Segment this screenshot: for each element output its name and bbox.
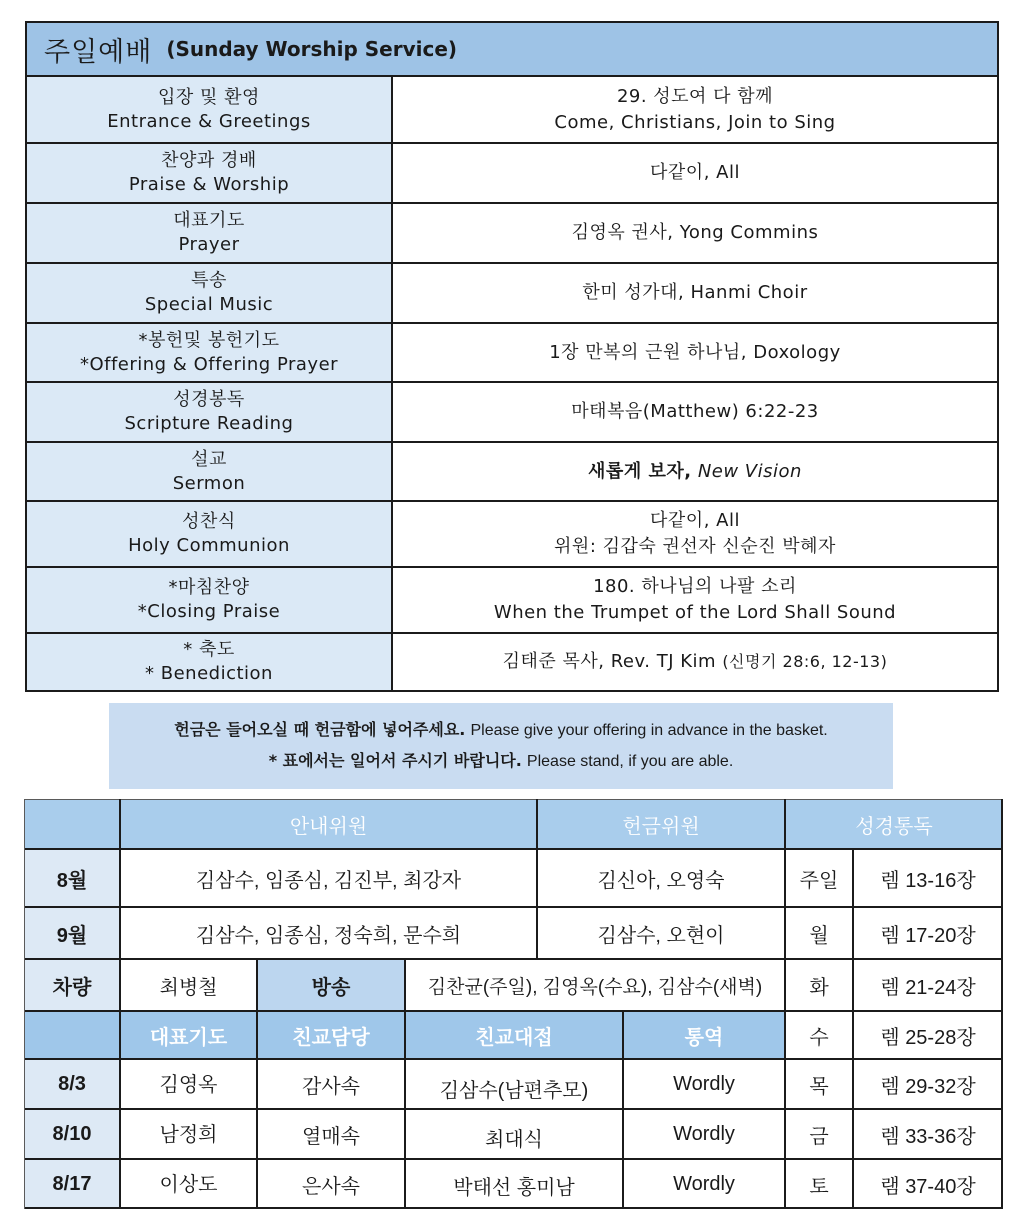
reading-chapters: 렘 25-28장: [880, 1026, 976, 1049]
schedule-interpret: Wordly: [673, 1122, 735, 1145]
schedule-date: 8/3: [24, 1059, 120, 1109]
grid-line: [404, 959, 406, 1209]
grid-line: [24, 1108, 1003, 1110]
grid-line: [24, 958, 1003, 960]
grid-line: [24, 1010, 1003, 1012]
grid-line: [24, 1158, 1003, 1160]
broadcast-label: 방송: [257, 959, 405, 1011]
row-label-sep: 9월: [24, 907, 120, 959]
item-ko: 특송: [191, 270, 227, 291]
worship-item-detail: [393, 568, 997, 632]
subheader-blank: [24, 1011, 120, 1059]
row-label-vehicle: 차량: [24, 959, 120, 1011]
worship-item-detail: [393, 634, 997, 690]
worship-title-ko: 주일예배: [44, 36, 153, 68]
item-ko: 찬양과 경배: [161, 150, 257, 171]
benediction-detail: [503, 649, 888, 675]
benediction-pastor: 김태준 목사, Rev. TJ Kim: [502, 651, 717, 672]
item-ko: 대표기도: [173, 210, 245, 231]
worship-item-detail: [393, 324, 997, 381]
grid-line: [24, 848, 1003, 850]
worship-item-label: [27, 204, 393, 262]
subheader-prayer: 대표기도: [120, 1011, 257, 1059]
notice-offering-ko: 헌금은 들어오실 때 헌금함에 넣어주세요.: [174, 720, 466, 739]
sep-ushers: 김삼수, 임종심, 정숙희, 문수희: [195, 924, 462, 947]
header-bible-reading: 성경통독: [785, 799, 1003, 849]
item-en: Sermon: [172, 472, 246, 494]
worship-row-prayer: [27, 204, 997, 264]
notice-stand-ko: * 표에서는 일어서 주시기 바랍니다.: [268, 751, 522, 770]
notice-stand-en: Please stand, if you are able.: [526, 753, 734, 770]
worship-row-entrance: [27, 77, 997, 144]
row-label-aug: 8월: [24, 849, 120, 907]
item-en: *Offering & Offering Prayer: [79, 353, 339, 375]
grid-line: [852, 849, 854, 1209]
item-ko: 입장 및 환영: [158, 86, 260, 108]
item-ko: *봉헌및 봉헌기도: [138, 329, 280, 351]
sermon-title-en: New Vision: [697, 460, 802, 482]
grid-line: [24, 799, 1003, 800]
item-en: Holy Communion: [128, 535, 290, 556]
offering-notice: [109, 703, 893, 789]
worship-item-detail: [393, 443, 997, 500]
worship-row-communion: [27, 502, 997, 568]
reading-day: 목: [809, 1075, 829, 1098]
item-ko: 설교: [191, 448, 227, 470]
detail-line1: 김영옥 권사, Yong Commins: [571, 222, 819, 243]
worship-row-sermon: [27, 443, 997, 502]
grid-line: [536, 799, 538, 959]
worship-row-offering: [27, 324, 997, 383]
worship-item-label: [27, 443, 393, 500]
detail-line1: 마태복음(Matthew) 6:22-23: [571, 401, 819, 422]
worship-order-table: [25, 21, 999, 692]
detail-line1: 다같이, All: [650, 162, 740, 183]
roster-corner: [24, 799, 120, 849]
reading-chapters: 렘 13-16장: [880, 869, 976, 892]
notice-offering-en: Please give your offering in advance in the basket.: [470, 722, 828, 739]
item-ko: 성경봉독: [173, 389, 245, 410]
item-en: Scripture Reading: [124, 413, 294, 434]
worship-item-detail: [393, 77, 997, 142]
grid-line: [784, 799, 786, 1209]
sep-offering: 김삼수, 오현이: [597, 924, 725, 947]
schedule-prayer: 김영옥: [159, 1073, 218, 1096]
grid-line: [24, 906, 1003, 908]
item-en: *Closing Praise: [137, 601, 281, 622]
item-en: * Benediction: [145, 663, 273, 684]
worship-row-special-music: [27, 264, 997, 324]
worship-item-label: [27, 324, 393, 381]
grid-line: [24, 799, 25, 1209]
worship-item-detail: [393, 264, 997, 322]
item-en: Entrance & Greetings: [107, 110, 311, 132]
subheader-hosting: 친교대접: [405, 1011, 623, 1059]
worship-item-label: [27, 77, 393, 142]
notice-line-stand: [269, 746, 734, 777]
reading-chapters: 램 37-40장: [880, 1175, 976, 1198]
worship-row-benediction: [27, 634, 997, 690]
grid-line: [256, 959, 258, 1209]
reading-day: 화: [809, 976, 829, 999]
reading-day: 금: [809, 1125, 829, 1148]
worship-row-scripture: [27, 383, 997, 443]
item-ko: *마침찬양: [168, 577, 250, 598]
worship-item-label: [27, 383, 393, 441]
item-en: Prayer: [178, 234, 240, 255]
notice-line-offering: [174, 715, 827, 746]
worship-item-label: [27, 568, 393, 632]
reading-day: 주일: [799, 869, 839, 892]
grid-line: [622, 1011, 624, 1209]
schedule-hosting: 최대식: [485, 1128, 543, 1151]
worship-item-detail: [393, 204, 997, 262]
reading-chapters: 렘 21-24장: [880, 976, 976, 999]
aug-ushers: 김삼수, 임종심, 김진부, 최강자: [195, 869, 462, 892]
header-offering: 헌금위원: [537, 799, 785, 849]
schedule-hosting: 김삼수(남편추모): [439, 1079, 589, 1102]
item-en: Special Music: [144, 294, 274, 315]
worship-item-detail: [393, 502, 997, 566]
detail-line1: 29. 성도여 다 함께: [616, 85, 774, 107]
worship-title-en: (Sunday Worship Service): [166, 37, 458, 61]
grid-line: [1001, 799, 1003, 1209]
worship-item-label: [27, 264, 393, 322]
worship-item-detail: [393, 383, 997, 441]
reading-chapters: 렘 17-20장: [880, 924, 976, 947]
schedule-prayer: 남정희: [159, 1123, 218, 1146]
schedule-fellowship: 열매속: [302, 1125, 360, 1148]
schedule-interpret: Wordly: [673, 1072, 735, 1095]
benediction-verse: (신명기 28:6, 12-13): [722, 652, 888, 671]
detail-line1: 한미 성가대, Hanmi Choir: [582, 282, 808, 303]
detail-line1: 다같이, All: [650, 510, 740, 531]
worship-item-label: [27, 144, 393, 202]
grid-line: [24, 1058, 1003, 1060]
item-en: Praise & Worship: [128, 174, 290, 195]
detail-line2: When the Trumpet of the Lord Shall Sound: [493, 602, 897, 623]
schedule-fellowship: 은사속: [302, 1175, 360, 1198]
schedule-date: 8/17: [24, 1159, 120, 1209]
schedule-date: 8/10: [24, 1109, 120, 1159]
grid-line: [119, 799, 121, 1209]
reading-day: 토: [809, 1175, 829, 1198]
reading-chapters: 렘 29-32장: [880, 1075, 976, 1098]
sermon-title-ko: 새롭게 보자,: [588, 460, 692, 482]
reading-day: 수: [809, 1026, 829, 1049]
grid-line: [24, 1207, 1003, 1209]
worship-row-praise: [27, 144, 997, 204]
schedule-interpret: Wordly: [673, 1172, 735, 1195]
schedule-prayer: 이상도: [159, 1173, 218, 1196]
roster-table: [24, 799, 1003, 1209]
item-ko: 성찬식: [182, 511, 236, 532]
sermon-title: [588, 459, 802, 485]
worship-title: [27, 23, 997, 77]
subheader-interpret: 통역: [623, 1011, 785, 1059]
schedule-hosting: 박태선 홍미남: [453, 1177, 575, 1199]
worship-item-label: [27, 634, 393, 690]
schedule-fellowship: 감사속: [302, 1075, 360, 1098]
header-ushers: 안내위원: [120, 799, 537, 849]
detail-line2: 위원: 김갑숙 권선자 신순진 박혜자: [554, 536, 836, 557]
detail-line1: 1장 만복의 근원 하나님, Doxology: [549, 341, 841, 363]
worship-row-closing-praise: [27, 568, 997, 634]
detail-line2: Come, Christians, Join to Sing: [554, 111, 836, 133]
item-ko: * 축도: [183, 639, 235, 660]
reading-day: 월: [809, 924, 829, 947]
broadcast-names: 김찬균(주일), 김영옥(수요), 김삼수(새벽): [427, 976, 763, 998]
detail-line1: 180. 하나님의 나팔 소리: [593, 576, 797, 597]
worship-item-label: [27, 502, 393, 566]
subheader-fellowship: 친교담당: [257, 1011, 405, 1059]
reading-chapters: 렘 33-36장: [880, 1125, 976, 1148]
vehicle-name: 최병철: [159, 976, 218, 999]
aug-offering: 김신아, 오영숙: [597, 869, 725, 892]
worship-item-detail: [393, 144, 997, 202]
